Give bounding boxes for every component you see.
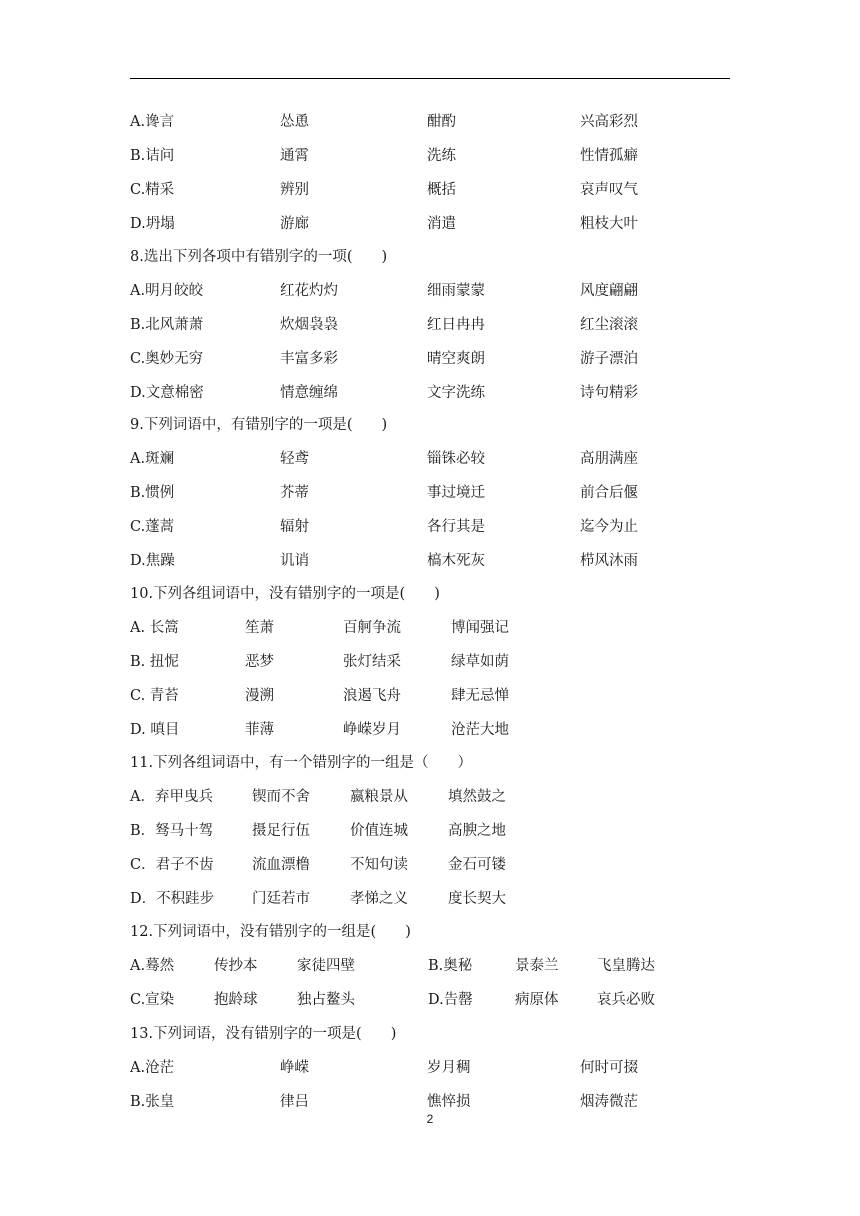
question-8: 8.选出下列各项中有错别字的一项( ) [130,249,388,265]
option-word: 高腴之地 [448,823,506,839]
option-word: 笙萧 [245,620,274,636]
option-label: C.蓬蒿 [130,519,175,535]
option-word: 游子漂泊 [580,351,638,367]
option-word: 锱铢必较 [427,451,485,467]
option-word: 飞皇腾达 [597,958,655,974]
option-word: 恶梦 [245,654,274,670]
option-word: 丰富多彩 [280,351,338,367]
option-label: D．不积跬步 [130,891,215,907]
option-label: A.明月皎皎 [130,283,204,299]
option-word: 迄今为止 [580,519,638,535]
option-word: 漫溯 [245,688,274,704]
option-word: 红日冉冉 [427,317,485,333]
option-word: 芥蒂 [280,485,309,501]
option-word: 性情孤癖 [580,148,638,164]
option-word: 各行其是 [427,519,485,535]
option-word: 兴高彩烈 [580,114,638,130]
option-word: 峥嵘 [280,1060,309,1076]
question-10: 10.下列各组词语中，没有错别字的一项是( ) [130,586,440,602]
option-word: 家徒四壁 [297,958,355,974]
option-word: 消遣 [427,216,456,232]
option-word: 绿草如荫 [451,654,509,670]
option-word: D.告罄 [428,992,473,1008]
option-word: 景泰兰 [515,958,559,974]
option-word: 填然鼓之 [448,789,506,805]
option-word: 概括 [427,182,456,198]
option-label: D.坍塌 [130,216,175,232]
option-word: 抱龄球 [214,992,258,1008]
option-word: 游廊 [280,216,309,232]
option-word: 摄足行伍 [252,823,310,839]
option-label: B.惯例 [130,485,175,501]
option-word: 哀兵必败 [597,992,655,1008]
option-word: B.奥秘 [428,958,473,974]
option-word: 价值连城 [350,823,408,839]
option-word: 晴空爽朗 [427,351,485,367]
option-word: 律吕 [280,1094,309,1110]
option-word: 传抄本 [214,958,258,974]
question-12: 12.下列词语中，没有错别字的一组是( ) [130,924,411,940]
option-word: 轻鸢 [280,451,309,467]
option-label: D. 嗔目 [130,722,180,738]
option-word: 度长契大 [448,891,506,907]
option-word: 不知句读 [350,857,408,873]
option-label: D.焦躁 [130,553,175,569]
option-word: 辨别 [280,182,309,198]
option-label: B．驽马十驾 [130,823,214,839]
option-word: 病原体 [515,992,559,1008]
option-word: A.蓦然 [130,958,175,974]
option-word: 博闻强记 [451,620,509,636]
option-label: A.斑斓 [130,451,175,467]
option-word: 肆无忌惮 [451,688,509,704]
option-word: 风度翩翩 [580,283,638,299]
page-number: 2 [426,1112,434,1126]
option-word: 浪遏飞舟 [343,688,401,704]
option-label: B. 扭怩 [130,654,179,670]
question-11: 11.下列各组词语中，有一个错别字的一组是（ ） [130,755,473,771]
option-word: 情意缠绵 [280,385,338,401]
option-word: 锲而不舍 [252,789,310,805]
option-word: 金石可镂 [448,857,506,873]
option-word: 百舸争流 [343,620,401,636]
option-label: A.谗言 [130,114,175,130]
option-word: 哀声叹气 [580,182,638,198]
option-label: B.张皇 [130,1094,175,1110]
question-13: 13.下列词语，没有错别字的一项是( ) [130,1026,397,1042]
option-word: 洗练 [427,148,456,164]
option-word: 红尘滚滚 [580,317,638,333]
option-label: D.文意棉密 [130,385,204,401]
option-word: 讥诮 [280,553,309,569]
option-word: 槁木死灰 [427,553,485,569]
option-word: C.宣染 [130,992,175,1008]
option-word: 辐射 [280,519,309,535]
option-word: 通霄 [280,148,309,164]
option-word: 怂恿 [280,114,309,130]
option-label: C.奥妙无穷 [130,351,204,367]
option-label: C．君子不齿 [130,857,214,873]
option-word: 沧茫大地 [451,722,509,738]
option-label: A. 长篙 [130,620,179,636]
option-word: 门廷若市 [252,891,310,907]
option-word: 烟涛微茫 [580,1094,638,1110]
option-word: 事过境迁 [427,485,485,501]
option-word: 前合后偃 [580,485,638,501]
option-label: B.诘问 [130,148,175,164]
option-label: A．弃甲曳兵 [130,789,213,805]
option-word: 峥嵘岁月 [343,722,401,738]
option-label: A.沧茫 [130,1060,175,1076]
option-word: 炊烟袅袅 [280,317,338,333]
option-label: B.北风萧萧 [130,317,204,333]
option-word: 独占鳌头 [297,992,355,1008]
header-rule [130,78,730,79]
option-label: C.精采 [130,182,175,198]
option-word: 红花灼灼 [280,283,338,299]
option-word: 菲薄 [245,722,274,738]
option-word: 粗枝大叶 [580,216,638,232]
option-word: 栉风沐雨 [580,553,638,569]
option-word: 酣酌 [427,114,456,130]
option-label: C. 青苔 [130,688,179,704]
option-word: 嬴粮景从 [350,789,408,805]
option-word: 岁月稠 [427,1060,471,1076]
option-word: 诗句精彩 [580,385,638,401]
option-word: 憔悴损 [427,1094,471,1110]
option-word: 孝悌之义 [350,891,408,907]
option-word: 何时可掇 [580,1060,638,1076]
option-word: 高朋满座 [580,451,638,467]
option-word: 张灯结采 [343,654,401,670]
option-word: 细雨蒙蒙 [427,283,485,299]
option-word: 文字洗练 [427,385,485,401]
question-9: 9.下列词语中，有错别字的一项是( ) [130,417,388,433]
option-word: 流血漂橹 [252,857,310,873]
